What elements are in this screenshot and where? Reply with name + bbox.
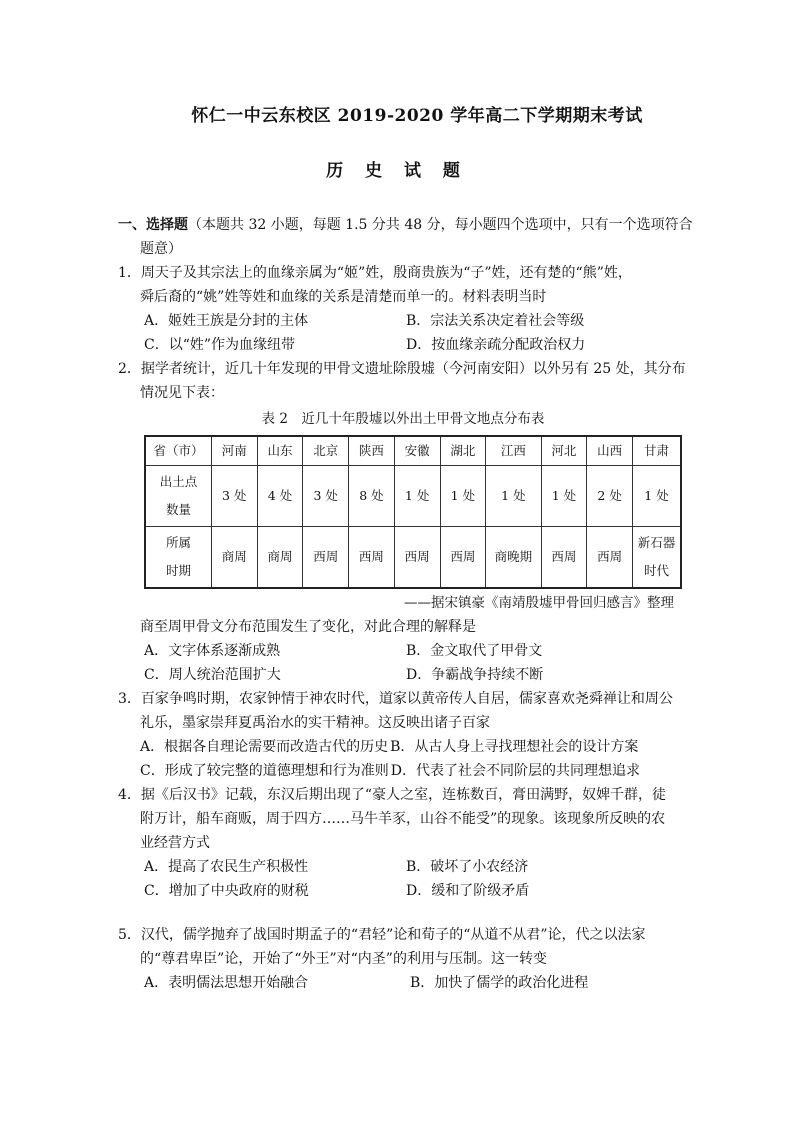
q1-option-a: A．姬姓王族是分封的主体 [144,313,309,329]
exam-content [118,213,693,995]
q4-option-a: A．提高了农民生产积极性 [144,859,309,875]
table-cell-period: 商晚期 [486,527,541,589]
table-row-provinces [145,436,681,466]
table-cell-province: 湖北 [440,436,486,466]
q5-option-b: B．加快了儒学的政治化进程 [410,975,589,991]
q4-option-b: B．破坏了小农经济 [406,859,529,875]
q5-stem-cont: 的“尊君卑臣”论，开始了“外王”对“内圣”的利用与压制。这一转变 [140,951,547,967]
table-cell-province: 山西 [587,436,633,466]
table-cell-period: 商周 [211,527,257,589]
q3-option-a: A．根据各自理论需要而改造古代的历史 [140,739,389,755]
q4-option-d: D．缓和了阶级矛盾 [406,883,530,899]
q5-stem: 5．汉代，儒学抛弃了战国时期孟子的“君轻”论和荀子的“从道不从君”论，代之以法家 [118,927,646,943]
q1-stem: 1．周天子及其宗法上的血缘亲属为“姬”姓，殷商贵族为“子”姓，还有楚的“熊”姓， [118,265,632,281]
q4-stem-cont: 附万计，船车商贩，周于四方……马牛羊豕，山谷不能受”的现象。该现象所反映的农 [140,811,666,827]
q2-options-row1 [118,639,678,663]
q2-options-row2 [118,663,678,687]
q1-option-c: C．以“姓”作为血缘纽带 [144,337,296,353]
q1-options-row2 [118,333,678,357]
table-cell-province: 山东 [257,436,303,466]
table-row-label: 出土点 数量 [145,466,211,527]
table-cell-province: 江西 [486,436,541,466]
q1-option-d: D．按血缘亲疏分配政治权力 [406,337,586,353]
q2-option-d: D．争霸战争持续不断 [406,667,544,683]
table-row-label: 所属 时期 [145,527,211,589]
table-cell-province: 甘肃 [632,436,681,466]
q2-option-b: B．金文取代了甲骨文 [406,643,543,659]
q1-options-row1 [118,309,678,333]
section-label: 一、选择题 [118,217,188,233]
table-source: ——据宋镇豪《南靖殷墟甲骨回归感言》整理 [404,595,674,611]
q3-stem-cont: 礼乐，墨家崇拜夏禹治水的实干精神。这反映出诸子百家 [140,715,490,731]
table-row-periods [145,527,681,589]
q5-option-a: A．表明儒法思想开始融合 [144,975,309,991]
q4-stem-cont2: 业经营方式 [140,835,210,851]
q1-option-b: B．宗法关系决定着社会等级 [406,313,585,329]
q4-stem: 4．据《后汉书》记载，东汉后期出现了“豪人之室，连栋数百，膏田满野，奴婢千群，徒 [118,787,667,803]
q3-options-row2 [118,759,678,783]
q4-option-c: C．增加了中央政府的财税 [144,883,309,899]
table-cell-period: 新石器时代 [632,527,681,589]
table-cell-count: 1 处 [632,466,681,527]
q3-option-d: D．代表了社会不同阶层的共同理想追求 [390,763,640,779]
table-cell-period: 西周 [349,527,395,589]
table-cell-count: 3 处 [211,466,257,527]
q5-options-row1 [118,971,678,995]
table-cell-count: 1 处 [394,466,440,527]
q4-options-row1 [118,855,678,879]
table-row-counts [145,466,681,527]
table-caption: 表 2 近几十年殷墟以外出土甲骨文地点分布表 [261,411,545,427]
q2-stem-cont: 情况见下表： [140,385,224,401]
spacer [118,903,678,923]
q1-stem-cont: 舜后裔的“姚”姓等姓和血缘的关系是清楚而单一的。材料表明当时 [140,289,547,305]
exam-title: 怀仁一中云东校区 2019-2020 学年高二下学期期末考试 [191,106,643,126]
q2-option-a: A．文字体系逐渐成熟 [144,643,281,659]
table-header-cell: 省（市） [145,436,211,466]
q3-option-b: B．从古人身上寻找理想社会的设计方案 [390,739,639,755]
table-cell-period: 西周 [541,527,587,589]
table-cell-province: 安徽 [394,436,440,466]
section-desc-cont: 题意） [140,241,182,257]
q3-option-c: C．形成了较完整的道德理想和行为准则 [140,763,389,779]
table-cell-period: 西周 [587,527,633,589]
table-cell-period: 西周 [440,527,486,589]
distribution-table [144,435,682,589]
table-cell-count: 8 处 [349,466,395,527]
table-cell-count: 2 处 [587,466,633,527]
section-desc: （本题共 32 小题，每题 1.5 分共 48 分，每小题四个选项中，只有一个选项符合 [188,217,693,233]
table-cell-period: 西周 [394,527,440,589]
table-cell-province: 河北 [541,436,587,466]
table-cell-province: 陕西 [349,436,395,466]
table-cell-period: 西周 [303,527,349,589]
q3-stem: 3．百家争鸣时期，农家钟情于神农时代，道家以黄帝传人自居，儒家喜欢尧舜禅让和周公 [118,691,673,707]
table-cell-province: 河南 [211,436,257,466]
exam-subtitle: 历 史 试 题 [326,161,468,181]
table-cell-count: 4 处 [257,466,303,527]
q3-options-row1 [118,735,678,759]
table-cell-count: 1 处 [541,466,587,527]
section-header [118,213,693,237]
table-cell-period: 商周 [257,527,303,589]
q2-stem: 2．据学者统计，近几十年发现的甲骨文遗址除殷墟（今河南安阳）以外另有 25 处，其分布 [118,361,686,377]
table-cell-count: 1 处 [486,466,541,527]
q2-option-c: C．周人统治范围扩大 [144,667,281,683]
q2-question: 商至周甲骨文分布范围发生了变化，对此合理的解释是 [140,619,476,635]
table-cell-count: 3 处 [303,466,349,527]
table-cell-count: 1 处 [440,466,486,527]
q4-options-row2 [118,879,678,903]
table-cell-province: 北京 [303,436,349,466]
